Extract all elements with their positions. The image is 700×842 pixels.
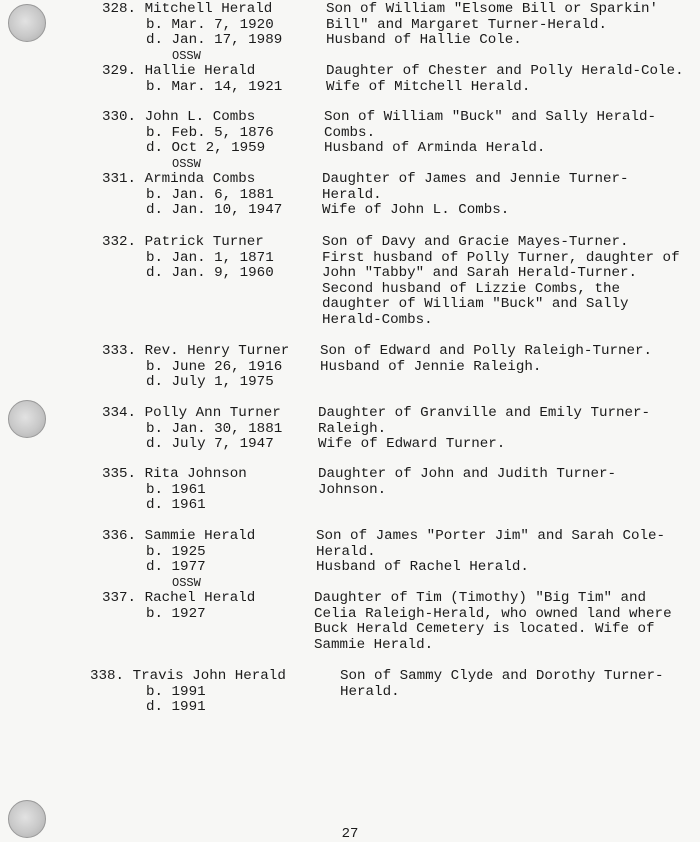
life-date: b. Mar. 7, 1920 [146, 16, 274, 33]
entry-description [320, 344, 700, 375]
person-name: Patrick Turner [144, 234, 264, 250]
description-line: Son of Edward and Polly Raleigh-Turner. [320, 343, 653, 359]
description-line: Herald-Combs. [322, 311, 433, 328]
entry-description [316, 529, 700, 576]
description-line: Sammie Herald. [314, 636, 434, 653]
description-line: Daughter of John and Judith Turner- [318, 466, 616, 482]
entry-description [322, 172, 700, 219]
entry-number: 330. [102, 109, 137, 125]
description-line: Son of Davy and Gracie Mayes-Turner. [322, 234, 629, 250]
entry-description [314, 591, 700, 653]
description-line: Husband of Jennie Raleigh. [320, 358, 542, 375]
life-date: b. June 26, 1916 [146, 358, 283, 375]
person-name: Hallie Herald [144, 63, 256, 79]
life-date: d. 1991 [146, 699, 206, 716]
description-line: Wife of Edward Turner. [318, 436, 506, 453]
life-date: d. Jan. 9, 1960 [146, 265, 274, 282]
life-date: d. July 1, 1975 [146, 374, 274, 391]
life-date: d. Jan. 10, 1947 [146, 202, 283, 219]
description-line: Wife of John L. Combs. [322, 202, 510, 219]
entry-number: 336. [102, 528, 137, 544]
life-date: b. Jan. 1, 1871 [146, 249, 274, 266]
description-line: Herald. [340, 683, 400, 700]
description-line: Husband of Hallie Cole. [326, 32, 522, 49]
entry-description [326, 64, 700, 95]
description-line: Combs. [324, 124, 376, 141]
entry-person [0, 172, 282, 219]
entry-person [0, 669, 286, 716]
entry-description [318, 467, 700, 498]
entry-number: 338. [90, 668, 125, 684]
description-line: Daughter of Chester and Polly Herald-Cole. [326, 63, 684, 79]
entry-number: 337. [102, 590, 137, 606]
ossw-mark: OSSW [172, 575, 201, 590]
description-line: Son of William "Elsome Bill or Sparkin' [326, 1, 659, 17]
page-number: 27 [341, 826, 359, 842]
description-line: First husband of Polly Turner, daughter of [322, 249, 680, 266]
life-date: b. Jan. 6, 1881 [146, 186, 274, 203]
entry-number: 333. [102, 343, 137, 359]
person-name: Mitchell Herald [144, 1, 273, 17]
life-date: d. Jan. 17, 1989 [146, 32, 283, 49]
entry-number: 334. [102, 405, 137, 421]
description-line: Daughter of Granville and Emily Turner- [318, 405, 651, 421]
description-line: Daughter of James and Jennie Turner- [322, 171, 629, 187]
description-line: Celia Raleigh-Herald, who owned land where [314, 605, 672, 622]
description-line: Raleigh. [318, 420, 387, 437]
description-line: Husband of Rachel Herald. [316, 559, 529, 576]
life-date: b. 1991 [146, 683, 206, 700]
entry-person [0, 235, 274, 282]
description-line: Daughter of Tim (Timothy) "Big Tim" and [314, 590, 647, 606]
description-line: John "Tabby" and Sarah Herald-Turner. [322, 265, 638, 282]
person-name: John L. Combs [144, 109, 256, 125]
entry-description [318, 406, 700, 453]
entry-description [322, 235, 700, 329]
entry-description [340, 669, 700, 700]
ossw-mark: OSSW [172, 48, 201, 63]
life-date: d. 1977 [146, 559, 206, 576]
person-name: Rita Johnson [144, 466, 247, 482]
description-line: Son of Sammy Clyde and Dorothy Turner- [340, 668, 664, 684]
description-line: Johnson. [318, 481, 387, 498]
entry-number: 332. [102, 234, 137, 250]
entry-number: 331. [102, 171, 137, 187]
description-line: Wife of Mitchell Herald. [326, 78, 531, 95]
entry-person [0, 64, 282, 95]
life-date: d. Oct 2, 1959 [146, 140, 266, 157]
entry-person [0, 406, 282, 453]
person-name: Travis John Herald [132, 668, 286, 684]
life-date: b. Feb. 5, 1876 [146, 124, 274, 141]
description-line: Buck Herald Cemetery is located. Wife of [314, 621, 655, 638]
entry-number: 329. [102, 63, 137, 79]
life-date: d. July 7, 1947 [146, 436, 274, 453]
life-date: b. 1961 [146, 481, 206, 498]
entry-number: 335. [102, 466, 137, 482]
entry-person [0, 110, 274, 171]
entry-number: 328. [102, 1, 137, 17]
life-date: b. 1927 [146, 605, 206, 622]
person-name: Sammie Herald [144, 528, 256, 544]
life-date: d. 1961 [146, 497, 206, 514]
entry-person [0, 2, 282, 63]
description-line: Herald. [322, 186, 382, 203]
person-name: Arminda Combs [144, 171, 256, 187]
entry-description [326, 2, 700, 49]
entry-description [324, 110, 700, 157]
person-name: Rev. Henry Turner [144, 343, 290, 359]
life-date: b. Mar. 14, 1921 [146, 78, 283, 95]
entry-person [0, 467, 247, 514]
life-date: b. Jan. 30, 1881 [146, 420, 283, 437]
description-line: Husband of Arminda Herald. [324, 140, 546, 157]
description-line: Herald. [316, 543, 376, 560]
ossw-mark: OSSW [172, 156, 201, 171]
description-line: Second husband of Lizzie Combs, the [322, 280, 620, 297]
description-line: Bill" and Margaret Turner-Herald. [326, 16, 607, 33]
description-line: Son of William "Buck" and Sally Herald- [324, 109, 657, 125]
person-name: Polly Ann Turner [144, 405, 281, 421]
description-line: Son of James "Porter Jim" and Sarah Cole- [316, 528, 666, 544]
entry-person [0, 529, 255, 590]
description-line: daughter of William "Buck" and Sally [322, 296, 629, 313]
entry-person [0, 591, 255, 622]
life-date: b. 1925 [146, 543, 206, 560]
entry-person [0, 344, 289, 391]
person-name: Rachel Herald [144, 590, 256, 606]
